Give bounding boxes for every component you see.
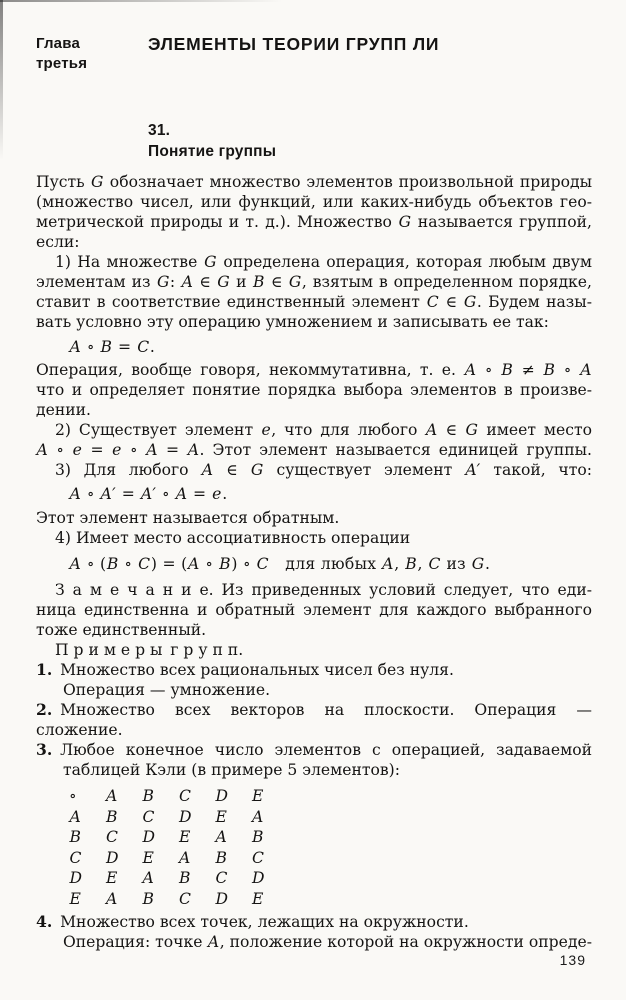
cayley-cell: D [106,848,119,867]
text-line: 2) Существует элемент e, что для любого A ∈ G имеет место [55,421,592,439]
cayley-cell: A [252,807,264,826]
text-line: 1) На множестве G определена операция, которая любым двум [55,253,593,271]
list-item-line: 4. Множество всех точек, лежащих на окружности. [36,912,469,931]
cayley-cell: B [142,787,155,805]
cayley-cell: C [215,869,228,887]
list-item-line: 2. Множество всех векторов на плоскости. Операция — сложение. [36,700,592,739]
text-line: 3) Для любого A ∈ G существует элемент A′ такой, что: [55,461,592,479]
cayley-cell: B [106,807,118,826]
cayley-cell: A [69,807,82,826]
chapter-label [36,34,148,74]
text-line: Этот элемент называется обратным. [36,509,340,527]
page-title: ЭЛЕМЕНТЫ ТЕОРИИ ГРУПП ЛИ [148,34,440,54]
cayley-cell: E [215,807,228,826]
cayley-cell: D [252,869,265,887]
cayley-row [69,827,592,848]
cayley-cell: C [106,828,119,846]
page-number: 139 [559,952,586,968]
cayley-cell: C [142,807,155,826]
chapter-label-line2: третья [36,55,88,72]
cayley-cell: C [252,848,265,867]
text-line: метрической природы и т. д.). Множество G называется группой, [36,213,592,231]
text-line: Операция — умножение. [63,681,271,699]
text-line: (множество чисел, или функций, или каких-нибудь объектов гео- [36,193,592,211]
cayley-cell: D [179,807,192,826]
text-line: тоже единственный. [36,621,207,639]
text-line: если: [36,233,80,251]
cayley-cell: D [215,889,229,908]
section-heading [148,120,592,162]
section-number: 31. [148,122,171,139]
cayley-table [36,786,592,909]
cayley-cell: E [69,889,82,908]
text-line: Операция: точке A, положение которой на окружности опреде- [63,933,592,951]
cayley-cell: E [142,848,155,867]
cayley-cell: C [179,787,192,805]
cayley-cell: E [106,869,118,887]
cayley-row [69,889,592,910]
cayley-cell: E [252,787,264,805]
cayley-cell: E [252,889,264,908]
text-line: Пусть G обозначает множество элементов произвольной природы [36,173,592,191]
formula-line: A ∘ B = C. [69,338,156,356]
text-line: таблицей Кэли (в примере 5 элементов): [63,761,401,779]
cayley-cell: A [106,787,118,805]
text-line: дении. [36,401,91,419]
cayley-row [69,868,592,889]
cayley-cell: C [69,848,82,867]
cayley-row [69,848,592,869]
text-line: вать условно эту операцию умножением и записывать ее так: [36,313,549,331]
text-line: элементам из G: A ∈ G и B ∈ G, взятым в определенном порядке, [36,273,592,291]
cayley-cell: B [215,848,228,867]
cayley-cell: C [179,889,192,908]
text-line: A ∘ e = e ∘ A = A. Этот элемент называется единицей группы. [36,441,592,459]
text-line: З а м е ч а н и е. Из приведенных условий следует, что еди- [55,581,592,599]
formula-line: A ∘ A′ = A′ ∘ A = e. [69,485,228,503]
chapter-label-line1: Глава [36,35,80,52]
list-item-line: 3. Любое конечное число элементов с операцией, задаваемой [36,740,592,759]
text-line: Операция, вообще говоря, некоммутативна, т. е. A ∘ B ≠ B ∘ A [36,361,592,379]
formula-line: A ∘ (B ∘ C) = (A ∘ B) ∘ C для любых A, B, C из G. [69,555,491,573]
page-content [36,34,592,952]
cayley-cell: A [106,889,118,908]
cayley-cell: A [215,828,228,846]
section-title: Понятие группы [148,143,277,160]
text-line: ница единственна и обратный элемент для каждого выбранного [36,601,592,619]
cayley-row [69,807,592,828]
cayley-cell: A [142,869,155,887]
cayley-cell: ∘ [69,787,77,805]
cayley-cell: D [142,828,156,846]
cayley-row [69,786,592,807]
cayley-cell: B [179,869,191,887]
cayley-cell: B [252,828,264,846]
text-line: 4) Имеет место ассоциативность операции [55,529,411,547]
body-text [36,172,592,952]
text-line: П р и м е р ы г р у п п. [55,641,244,659]
cayley-cell: D [215,787,229,805]
cayley-cell: D [69,869,83,887]
text-line: ставит в соответствие единственный элемент C ∈ G. Будем назы- [36,293,592,311]
cayley-cell: A [179,848,191,867]
list-item-line: 1. Множество всех рациональных чисел без нуля. [36,660,454,679]
page-header [36,34,592,74]
text-line: что и определяет понятие порядка выбора элементов в произве- [36,381,592,399]
cayley-cell: B [142,889,155,908]
cayley-cell: B [69,828,82,846]
cayley-cell: E [179,828,191,846]
